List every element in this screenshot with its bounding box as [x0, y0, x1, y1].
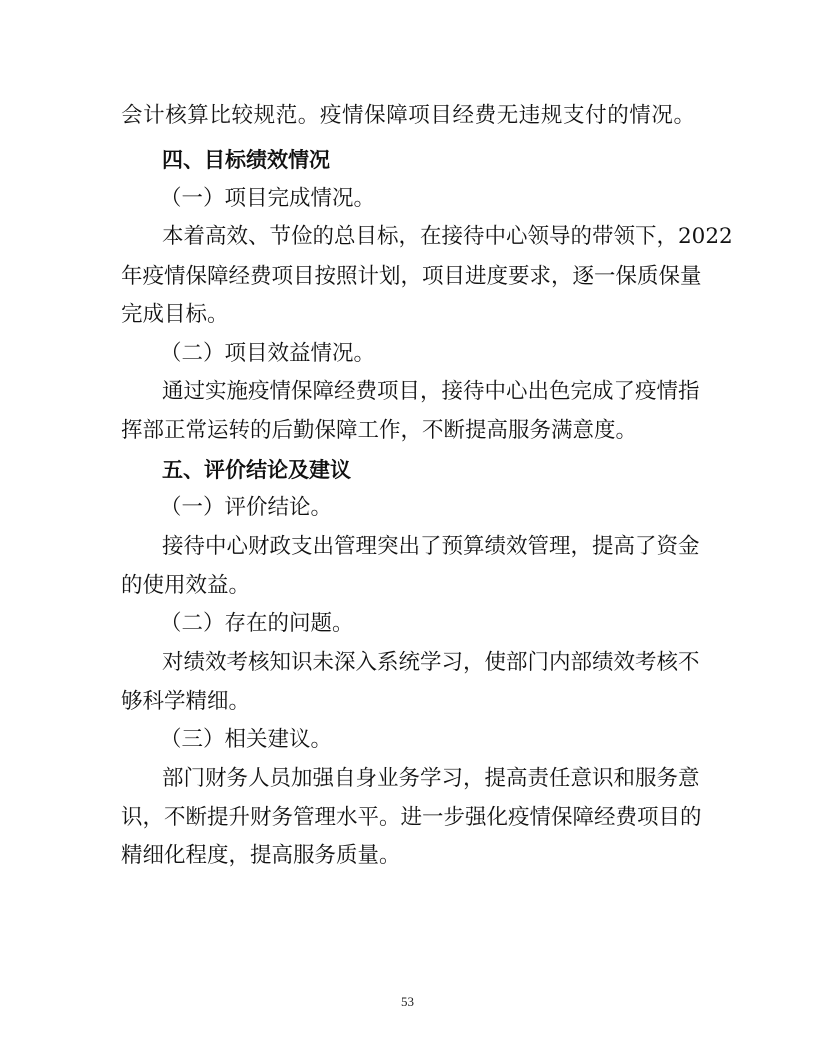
paragraph-line: 识，不断提升财务管理水平。进一步强化疫情保障经费项目的 [121, 805, 702, 830]
subsection-heading: （二）存在的问题。 [160, 611, 354, 636]
subsection-heading: （一）项目完成情况。 [160, 186, 376, 211]
paragraph-line: 的使用效益。 [121, 573, 251, 598]
paragraph-line: 对绩效考核知识未深入系统学习，使部门内部绩效考核不 [162, 650, 700, 675]
paragraph-line: 接待中心财政支出管理突出了预算绩效管理，提高了资金 [162, 534, 700, 559]
subsection-heading: （二）项目效益情况。 [160, 341, 376, 366]
paragraph-line: 精细化程度，提高服务质量。 [121, 843, 401, 868]
paragraph-line: 年疫情保障经费项目按照计划，项目进度要求，逐一保质保量 [121, 264, 702, 289]
subsection-heading: （三）相关建议。 [160, 727, 333, 752]
section-heading: 五、评价结论及建议 [162, 458, 351, 482]
section-heading: 四、目标绩效情况 [162, 148, 330, 172]
paragraph-line: 会计核算比较规范。疫情保障项目经费无违规支付的情况。 [121, 103, 695, 128]
paragraph-line: 挥部正常运转的后勤保障工作，不断提高服务满意度。 [121, 418, 638, 443]
paragraph-line: 部门财务人员加强自身业务学习，提高责任意识和服务意 [162, 766, 700, 791]
paragraph-line: 通过实施疫情保障经费项目，接待中心出色完成了疫情指 [162, 379, 700, 404]
paragraph-line: 本着高效、节俭的总目标，在接待中心领导的带领下，2022 [162, 224, 733, 249]
paragraph-line: 完成目标。 [121, 302, 229, 327]
paragraph-line: 够科学精细。 [121, 689, 251, 714]
subsection-heading: （一）评价结论。 [160, 495, 333, 520]
page-number: 53 [401, 994, 414, 1009]
